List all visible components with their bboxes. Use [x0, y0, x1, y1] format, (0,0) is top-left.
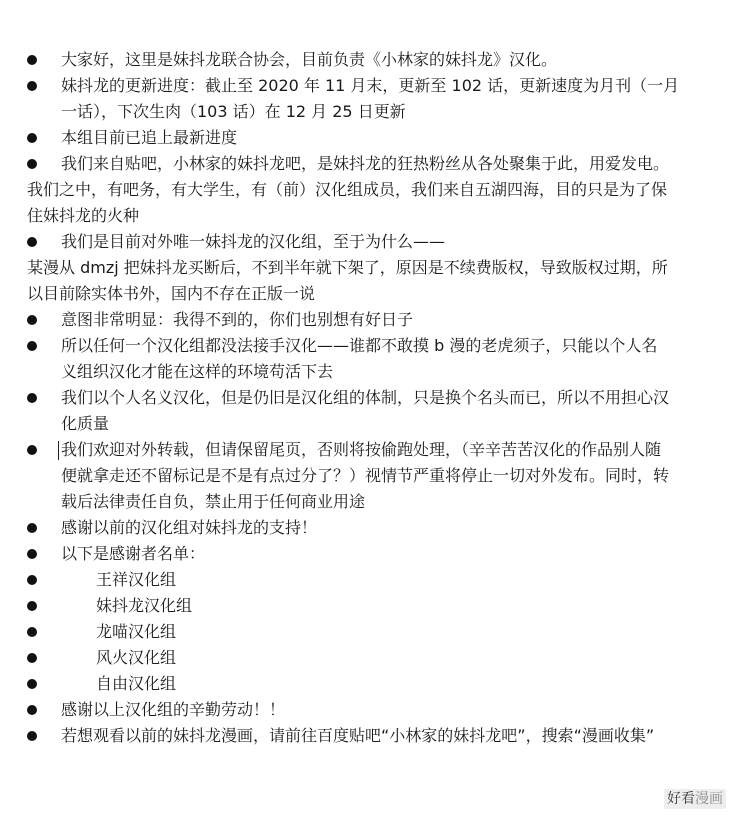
list-item-text: 意图非常明显：我得不到的，你们也别想有好日子: [61, 310, 414, 329]
paragraph-text: 住妹抖龙的火种: [27, 206, 140, 225]
list-item-text: 感谢以上汉化组的辛勤劳动！！: [61, 700, 286, 719]
list-item-text: 本组目前已追上最新进度: [61, 128, 238, 147]
bullet-icon: [27, 705, 37, 715]
list-item-text: 大家好，这里是妹抖龙联合协会，目前负责《小林家的妹抖龙》汉化。: [61, 50, 558, 69]
list-item: [0, 307, 734, 333]
paragraph-line: [0, 281, 734, 307]
list-item-text: 义组织汉化才能在这样的环境苟活下去: [61, 362, 334, 381]
watermark-part2: 漫画: [695, 791, 723, 807]
list-item-text: 我们是目前对外唯一妹抖龙的汉化组，至于为什么——: [61, 232, 446, 251]
bullet-icon: [27, 523, 37, 533]
list-item: [0, 723, 734, 749]
list-item: [0, 515, 734, 541]
bullet-icon: [27, 601, 37, 611]
bullet-icon: [27, 55, 37, 65]
bullet-icon: [27, 133, 37, 143]
bullet-icon: [27, 731, 37, 741]
list-item-continuation: [0, 489, 734, 515]
list-item-text: 便就拿走还不留标记是不是有点过分了？）视情节严重将停止一切对外发布。同时，转: [61, 466, 670, 485]
list-item-text: 化质量: [61, 414, 110, 433]
paragraph-line: [0, 177, 734, 203]
list-item-continuation: [0, 359, 734, 385]
list-item-text: 妹抖龙的更新进度：截止至 2020 年 11 月末，更新至 102 话，更新速度为月刊（一月: [61, 76, 680, 95]
list-item: [0, 567, 734, 593]
list-item: [0, 47, 734, 73]
list-item-text: 若想观看以前的妹抖龙漫画，请前往百度贴吧“小林家的妹抖龙吧”，搜索“漫画收集”: [61, 726, 655, 745]
list-item-continuation: [0, 463, 734, 489]
list-item: [0, 593, 734, 619]
list-item: [0, 697, 734, 723]
list-item-text: 我们以个人名义汉化，但是仍旧是汉化组的体制，只是换个名头而已，所以不用担心汉: [61, 388, 670, 407]
paragraph-text: 以目前除实体书外，国内不存在正版一说: [27, 284, 316, 303]
list-item: [0, 229, 734, 255]
list-item-continuation: [0, 411, 734, 437]
bullet-icon: [27, 315, 37, 325]
thanks-group-name: 龙喵汉化组: [96, 622, 177, 641]
bullet-icon: [27, 627, 37, 637]
list-item: [0, 671, 734, 697]
bullet-icon: [27, 575, 37, 585]
thanks-group-name: 自由汉化组: [96, 674, 177, 693]
paragraph-line: [0, 255, 734, 281]
paragraph-text: 我们之中，有吧务，有大学生，有（前）汉化组成员，我们来自五湖四海，目的只是为了保: [27, 180, 668, 199]
list-item: [0, 619, 734, 645]
bullet-icon: [27, 81, 37, 91]
text-cursor: [58, 441, 59, 460]
list-item: [0, 645, 734, 671]
list-item-text: 所以任何一个汉化组都没法接手汉化——谁都不敢摸 b 漫的老虎须子，只能以个人名: [61, 336, 658, 355]
list-item: [0, 437, 734, 463]
bullet-icon: [27, 679, 37, 689]
paragraph-text: 某漫从 dmzj 把妹抖龙买断后，不到半年就下架了，原因是不续费版权，导致版权过期，所: [27, 258, 668, 277]
list-item: [0, 151, 734, 177]
list-item-text: 感谢以前的汉化组对妹抖龙的支持！: [61, 518, 318, 537]
bullet-icon: [27, 341, 37, 351]
watermark-part1: 好看: [667, 791, 695, 807]
list-item: [0, 73, 734, 99]
thanks-group-name: 风火汉化组: [96, 648, 177, 667]
bullet-icon: [27, 445, 37, 455]
list-item-text: 以下是感谢者名单：: [61, 544, 206, 563]
list-item: [0, 333, 734, 359]
bullet-icon: [27, 393, 37, 403]
bullet-icon: [27, 549, 37, 559]
bullet-icon: [27, 237, 37, 247]
thanks-group-name: 王祥汉化组: [96, 570, 177, 589]
list-item-continuation: [0, 99, 734, 125]
watermark: [664, 789, 726, 809]
list-item: [0, 125, 734, 151]
bullet-icon: [27, 159, 37, 169]
bullet-icon: [27, 653, 37, 663]
paragraph-line: [0, 203, 734, 229]
list-item-text: 载后法律责任自负，禁止用于任何商业用途: [61, 492, 366, 511]
thanks-group-name: 妹抖龙汉化组: [96, 596, 193, 615]
list-item: [0, 385, 734, 411]
list-item-text: 一话），下次生肉（103 话）在 12 月 25 日更新: [61, 102, 406, 121]
list-item: [0, 541, 734, 567]
list-item-text: 我们欢迎对外转载，但请保留尾页，否则将按偷跑处理，（辛辛苦苦汉化的作品别人随: [61, 440, 662, 459]
list-item-text: 我们来自贴吧，小林家的妹抖龙吧，是妹抖龙的狂热粉丝从各处聚集于此，用爱发电。: [61, 154, 670, 173]
